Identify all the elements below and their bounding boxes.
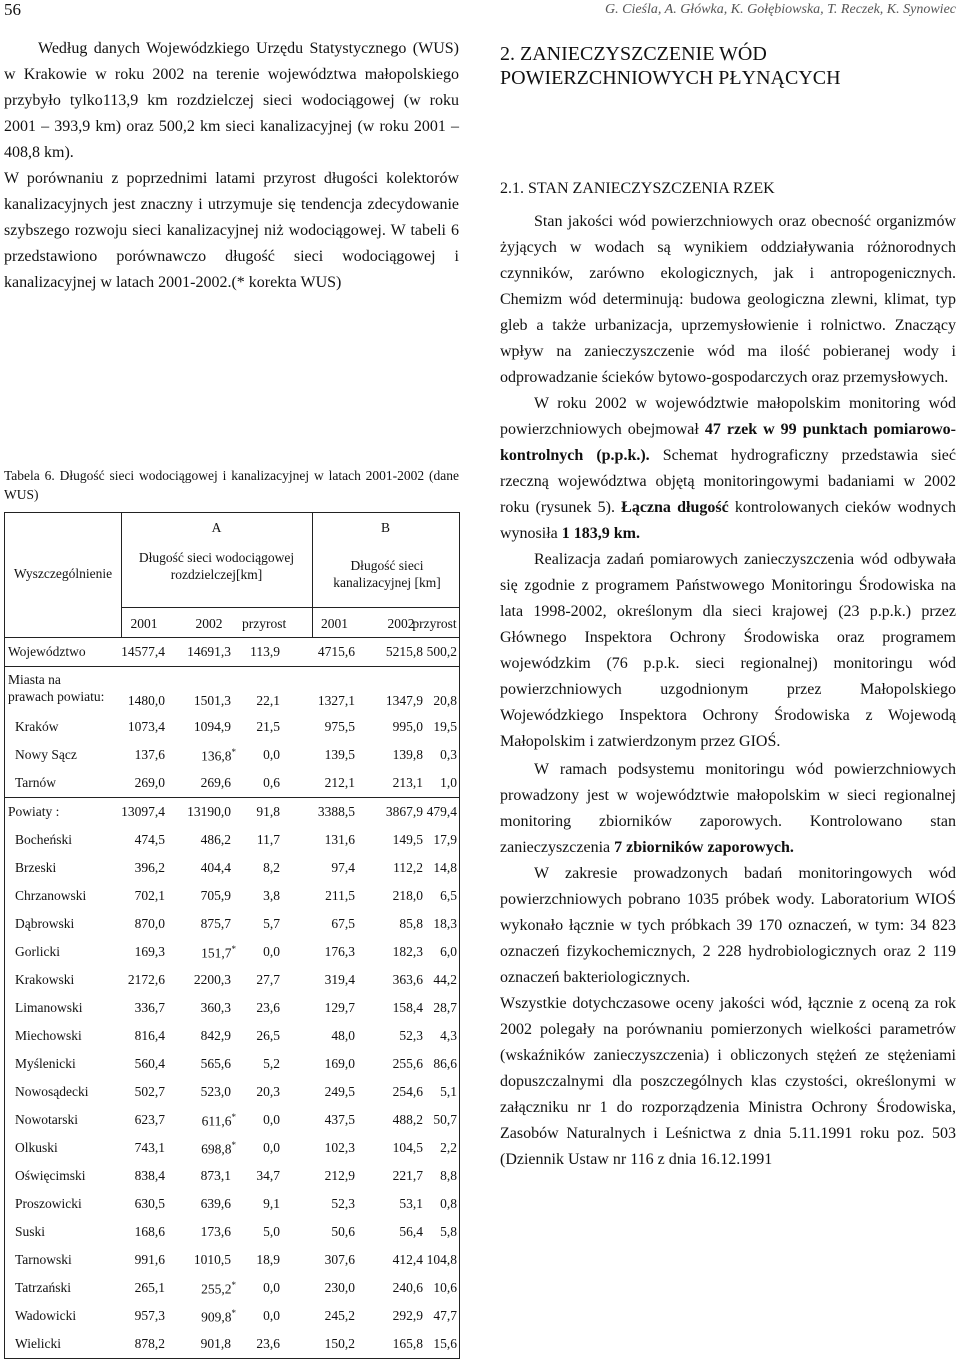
row-label: Bocheński bbox=[15, 832, 72, 847]
correction-mark: * bbox=[231, 1308, 236, 1318]
paragraph-measurement-program: Realizacja zadań pomiarowych zanieczyszczenia wód odbywała się zgodnie z programem Państwowego Monitoringu Środowiska na lata 1998-2002, określonym dla sieci krajowej (23 p.p.k.) przez Głównego Inspektora Ochrony Środowiska oraz programem wojewódzkim (76 p.p.k. sieci regionalnej) monitoringu wód powierzchniowych uzgodnionym przez Małopolskiego Wojewódzkiego Inspektora Ochrony Środowiska z Wojewodą Małopolskim i zatwierdzonym przez GIOŚ. bbox=[500, 551, 956, 750]
cell-value: 560,4 bbox=[134, 1056, 165, 1071]
cell-value: 158,4 bbox=[392, 1000, 423, 1015]
table-row bbox=[5, 1218, 459, 1246]
cell-value: 221,7 bbox=[392, 1168, 423, 1183]
cell-value: 97,4 bbox=[331, 860, 355, 875]
cell-value: 169,0 bbox=[324, 1056, 355, 1071]
cell-value: 3388,5 bbox=[317, 804, 355, 819]
row-label: Wadowicki bbox=[15, 1308, 77, 1323]
cell-value: 901,8 bbox=[200, 1336, 231, 1351]
cell-value: 1073,4 bbox=[127, 719, 165, 734]
cell-value: 52,3 bbox=[399, 1028, 423, 1043]
cell-value: 27,7 bbox=[256, 972, 280, 987]
cell-value: 488,2 bbox=[392, 1112, 423, 1127]
table-row bbox=[5, 1246, 459, 1274]
cell-value: 182,3 bbox=[392, 944, 423, 959]
row-label: Miasta na prawach powiatu: bbox=[8, 672, 105, 704]
group-a-letter: A bbox=[211, 520, 222, 535]
table-body bbox=[5, 638, 459, 1358]
cell-value: 169,3 bbox=[134, 944, 165, 959]
cell-value: 4715,6 bbox=[317, 644, 355, 659]
cell-value: 336,7 bbox=[134, 1000, 165, 1015]
cell-value: 639,6 bbox=[200, 1196, 231, 1211]
cell-value: 2172,6 bbox=[127, 972, 165, 987]
cell-value: 150,2 bbox=[324, 1336, 355, 1351]
cell-value: 18,9 bbox=[256, 1252, 280, 1267]
cell-value: 0,0 bbox=[263, 1140, 280, 1155]
cell-value: 5,8 bbox=[440, 1224, 457, 1239]
row-label: Myślenicki bbox=[15, 1056, 76, 1071]
table-row bbox=[5, 667, 459, 713]
row-label: Gorlicki bbox=[15, 944, 60, 959]
cell-value: 1480,0 bbox=[127, 693, 165, 708]
cell-value: 9,1 bbox=[263, 1196, 280, 1211]
cell-value: 611,6* bbox=[201, 1112, 236, 1129]
row-label: Limanowski bbox=[15, 1000, 83, 1015]
year-column-header: przyrost bbox=[412, 616, 457, 631]
table-row bbox=[5, 938, 459, 966]
cell-value: 255,6 bbox=[392, 1056, 423, 1071]
cell-value: 502,7 bbox=[134, 1084, 165, 1099]
cell-value: 486,2 bbox=[200, 832, 231, 847]
cell-value: 705,9 bbox=[200, 888, 231, 903]
table-row bbox=[5, 882, 459, 910]
cell-value: 816,4 bbox=[134, 1028, 165, 1043]
table-row bbox=[5, 994, 459, 1022]
cell-value: 698,8* bbox=[201, 1140, 236, 1157]
row-header-label: Wyszczególnienie bbox=[13, 566, 113, 581]
cell-value: 0,0 bbox=[263, 944, 280, 959]
cell-value: 218,0 bbox=[392, 888, 423, 903]
cell-value: 360,3 bbox=[200, 1000, 231, 1015]
cell-value: 176,3 bbox=[324, 944, 355, 959]
cell-value: 85,8 bbox=[399, 916, 423, 931]
cell-value: 102,3 bbox=[324, 1140, 355, 1155]
table-group bbox=[5, 667, 459, 798]
cell-value: 245,2 bbox=[324, 1308, 355, 1323]
cell-value: 22,1 bbox=[256, 693, 280, 708]
cell-value: 909,8* bbox=[201, 1308, 236, 1325]
cell-value: 396,2 bbox=[134, 860, 165, 875]
cell-value: 168,6 bbox=[134, 1224, 165, 1239]
group-b-letter: B bbox=[380, 520, 390, 535]
cell-value: 500,2 bbox=[426, 644, 457, 659]
cell-value: 5,1 bbox=[440, 1084, 457, 1099]
cell-value: 104,5 bbox=[392, 1140, 423, 1155]
cell-value: 14,8 bbox=[433, 860, 457, 875]
table-group bbox=[5, 798, 459, 1358]
table-row bbox=[5, 1330, 459, 1358]
cell-value: 211,5 bbox=[325, 888, 355, 903]
cell-value: 4,3 bbox=[440, 1028, 457, 1043]
cell-value: 0,0 bbox=[263, 1112, 280, 1127]
cell-value: 17,9 bbox=[433, 832, 457, 847]
correction-mark: * bbox=[231, 944, 236, 954]
table-row bbox=[5, 798, 459, 826]
year-column-header: 2001 bbox=[130, 616, 158, 631]
cell-value: 991,6 bbox=[134, 1252, 165, 1267]
year-column-header: 2002 bbox=[387, 616, 415, 631]
right-column bbox=[500, 36, 956, 1173]
cell-value: 15,6 bbox=[433, 1336, 457, 1351]
cell-value: 104,8 bbox=[426, 1252, 457, 1267]
page-number: 56 bbox=[4, 0, 21, 19]
cell-value: 23,6 bbox=[256, 1000, 280, 1015]
row-label: Brzeski bbox=[15, 860, 57, 875]
section-title: 2. ZANIECZYSZCZENIE WÓD POWIERZCHNIOWYCH PŁYNĄCYCH bbox=[500, 43, 841, 89]
cell-value: 0,0 bbox=[263, 747, 280, 762]
correction-mark: * bbox=[231, 1280, 236, 1290]
cell-value: 3,8 bbox=[263, 888, 280, 903]
cell-value: 1010,5 bbox=[193, 1252, 231, 1267]
subsection-title: 2.1. STAN ZANIECZYSZCZENIA RZEK bbox=[500, 180, 775, 197]
cell-value: 23,6 bbox=[256, 1336, 280, 1351]
cell-value: 1,0 bbox=[440, 775, 457, 790]
row-label: Powiaty : bbox=[8, 804, 60, 819]
cell-value: 743,1 bbox=[134, 1140, 165, 1155]
cell-value: 8,2 bbox=[263, 860, 280, 875]
cell-value: 47,7 bbox=[433, 1308, 457, 1323]
cell-value: 269,0 bbox=[134, 775, 165, 790]
row-label: Suski bbox=[15, 1224, 46, 1239]
group-b-title: Długość sieci kanalizacyjnej [km] bbox=[333, 558, 441, 590]
cell-value: 2200,3 bbox=[193, 972, 231, 987]
cell-value: 212,1 bbox=[324, 775, 355, 790]
row-label: Kraków bbox=[15, 719, 59, 734]
table-row bbox=[5, 1302, 459, 1330]
cell-value: 873,1 bbox=[200, 1168, 231, 1183]
cell-value: 5,2 bbox=[263, 1056, 280, 1071]
cell-value: 11,7 bbox=[256, 832, 280, 847]
cell-value: 139,5 bbox=[324, 747, 355, 762]
year-column-header: przyrost bbox=[242, 616, 287, 631]
row-label: Chrzanowski bbox=[15, 888, 87, 903]
table-row bbox=[5, 1050, 459, 1078]
cell-value: 249,5 bbox=[324, 1084, 355, 1099]
cell-value: 212,9 bbox=[324, 1168, 355, 1183]
cell-value: 67,5 bbox=[331, 916, 355, 931]
cell-value: 630,5 bbox=[134, 1196, 165, 1211]
table-row bbox=[5, 966, 459, 994]
cell-value: 0,0 bbox=[263, 1308, 280, 1323]
table-row bbox=[5, 854, 459, 882]
cell-value: 20,3 bbox=[256, 1084, 280, 1099]
cell-value: 230,0 bbox=[324, 1280, 355, 1295]
cell-value: 14691,3 bbox=[187, 644, 231, 659]
table-row bbox=[5, 1106, 459, 1134]
paragraph-intro: Według danych Wojewódzkiego Urzędu Statystycznego (WUS) w Krakowie w roku 2002 na terenie województwa małopolskiego przybyło tylko113,9 km rozdzielczej sieci wodociągowej (w roku 2001 – 393,9 km) oraz 500,2 km sieci kanalizacyjnej (w roku 2001 – 408,8 km). bbox=[4, 40, 459, 161]
cell-value: 91,8 bbox=[256, 804, 280, 819]
table-row bbox=[5, 1274, 459, 1302]
cell-value: 623,7 bbox=[134, 1112, 165, 1127]
cell-value: 19,5 bbox=[433, 719, 457, 734]
table-caption: Tabela 6. Długość sieci wodociągowej i kanalizacyjnej w latach 2001-2002 (dane WUS) bbox=[4, 468, 459, 502]
cell-value: 165,8 bbox=[392, 1336, 423, 1351]
cell-value: 975,5 bbox=[324, 719, 355, 734]
cell-value: 437,5 bbox=[324, 1112, 355, 1127]
cell-value: 479,4 bbox=[426, 804, 457, 819]
paragraph-comparison: W porównaniu z poprzednimi latami przyrost długości kolektorów kanalizacyjnych jest znaczny i utrzymuje się tendencja zdecydowanie szybszego rozwoju sieci kanalizacyjnej niż wodociągowej. W tabeli 6 przedstawiono porównawczo długość sieci wodociągowej i kanalizacyjnej w latach 2001-2002.(* korekta WUS) bbox=[4, 170, 459, 291]
cell-value: 1347,9 bbox=[385, 693, 423, 708]
cell-value: 842,9 bbox=[200, 1028, 231, 1043]
row-label: Nowotarski bbox=[15, 1112, 78, 1127]
paragraph-monitoring-scope: W roku 2002 w województwie małopolskim monitoring wód powierzchniowych obejmował 47 rzek w 99 punktach pomiarowo-kontrolnych (p.p.k.). Schemat hydrograficzny przedstawia sieć rzeczną województwa objętą monitoringowymi badaniami w 2002 roku (rysunek 5). Łączna długość kontrolowanych cieków wodnych wynosiła 1 183,9 km. bbox=[500, 395, 957, 542]
table-row bbox=[5, 741, 459, 769]
cell-value: 5215,8 bbox=[385, 644, 423, 659]
row-label: Wielicki bbox=[15, 1336, 61, 1351]
table-row bbox=[5, 1078, 459, 1106]
correction-mark: * bbox=[231, 1140, 236, 1150]
cell-value: 255,2* bbox=[201, 1280, 236, 1297]
cell-value: 48,0 bbox=[331, 1028, 355, 1043]
cell-value: 240,6 bbox=[392, 1280, 423, 1295]
cell-value: 28,7 bbox=[433, 1000, 457, 1015]
table-row bbox=[5, 1162, 459, 1190]
cell-value: 8,8 bbox=[440, 1168, 457, 1183]
cell-value: 53,1 bbox=[399, 1196, 423, 1211]
cell-value: 1094,9 bbox=[193, 719, 231, 734]
paragraph-samples: W zakresie prowadzonych badań monitoringowych wód powierzchniowych pobrano 1035 próbek wody. Laboratorium WIOŚ wykonało łącznie w tych próbkach 39 170 oznaczeń, w tym: 34 823 oznaczeń fizykochemicznych, 2 228 hydrobiologicznych oraz 2 119 oznaczeń bakteriologicznych. bbox=[500, 865, 956, 986]
table-row bbox=[5, 910, 459, 938]
table-group bbox=[5, 638, 459, 667]
cell-value: 702,1 bbox=[134, 888, 165, 903]
cell-value: 0,8 bbox=[440, 1196, 457, 1211]
cell-value: 0,0 bbox=[263, 1280, 280, 1295]
cell-value: 875,7 bbox=[200, 916, 231, 931]
cell-value: 412,4 bbox=[392, 1252, 423, 1267]
cell-value: 113,9 bbox=[250, 644, 280, 659]
cell-value: 0,3 bbox=[440, 747, 457, 762]
cell-value: 213,1 bbox=[392, 775, 423, 790]
cell-value: 3867,9 bbox=[385, 804, 423, 819]
left-column bbox=[4, 36, 459, 296]
table-row bbox=[5, 769, 459, 797]
group-a-title: Długość sieci wodociągowej rozdzielczej[km] bbox=[138, 550, 295, 582]
cell-value: 878,2 bbox=[134, 1336, 165, 1351]
correction-mark: * bbox=[231, 747, 236, 757]
cell-value: 14577,4 bbox=[121, 644, 165, 659]
row-label: Dąbrowski bbox=[15, 916, 75, 931]
table-row bbox=[5, 1022, 459, 1050]
row-label: Krakowski bbox=[15, 972, 75, 987]
paragraph-reservoirs: W ramach podsystemu monitoringu wód powierzchniowych prowadzony jest w województwie małopolskim w sieci regionalnej monitoring zbiorników zaporowych. Kontrolowano stan zanieczyszczenia 7 zbiorników zaporowych. bbox=[500, 761, 956, 856]
row-label: Olkuski bbox=[15, 1140, 58, 1155]
cell-value: 2,2 bbox=[440, 1140, 457, 1155]
row-label: Nowosądecki bbox=[15, 1084, 89, 1099]
table-row bbox=[5, 826, 459, 854]
data-table bbox=[4, 512, 460, 1359]
cell-value: 13190,0 bbox=[187, 804, 231, 819]
cell-value: 44,2 bbox=[433, 972, 457, 987]
cell-value: 52,3 bbox=[331, 1196, 355, 1211]
cell-value: 838,4 bbox=[134, 1168, 165, 1183]
cell-value: 292,9 bbox=[392, 1308, 423, 1323]
year-column-header: 2001 bbox=[321, 616, 348, 631]
cell-value: 265,1 bbox=[134, 1280, 165, 1295]
cell-value: 26,5 bbox=[256, 1028, 280, 1043]
cell-value: 6,5 bbox=[440, 888, 457, 903]
cell-value: 6,0 bbox=[440, 944, 457, 959]
cell-value: 50,6 bbox=[331, 1224, 355, 1239]
paragraph-assessment: Wszystkie dotychczasowe oceny jakości wód, łącznie z oceną za rok 2002 polegały na porównaniu pomierzonych wielkości parametrów (wskaźników zanieczyszczenia) i obliczonych stężeń ze stężeniami dopuszczalnymi dla poszczególnych klas czystości, określonymi w załączniku nr 1 do rozporządzenia Ministra Ochrony Środowiska, Zasobów Naturalnych i Leśnictwa z dnia 5.11.1991 roku poz. 503 (Dziennik Ustaw nr 116 z dnia 16.12.1991 bbox=[500, 995, 956, 1168]
row-label: Tarnów bbox=[15, 775, 57, 790]
cell-value: 363,6 bbox=[392, 972, 423, 987]
row-label: Proszowicki bbox=[15, 1196, 82, 1211]
cell-value: 523,0 bbox=[200, 1084, 231, 1099]
cell-value: 139,8 bbox=[392, 747, 423, 762]
year-column-header: 2002 bbox=[195, 616, 223, 631]
cell-value: 269,6 bbox=[200, 775, 231, 790]
table-row bbox=[5, 638, 459, 666]
row-label: Miechowski bbox=[15, 1028, 82, 1043]
row-label: Tatrzański bbox=[15, 1280, 72, 1295]
cell-value: 86,6 bbox=[433, 1056, 457, 1071]
cell-value: 131,6 bbox=[324, 832, 355, 847]
cell-value: 565,6 bbox=[200, 1056, 231, 1071]
cell-value: 149,5 bbox=[392, 832, 423, 847]
cell-value: 34,7 bbox=[256, 1168, 280, 1183]
table-row bbox=[5, 1134, 459, 1162]
cell-value: 1501,3 bbox=[193, 693, 231, 708]
cell-value: 307,6 bbox=[324, 1252, 355, 1267]
cell-value: 957,3 bbox=[134, 1308, 165, 1323]
cell-value: 870,0 bbox=[134, 916, 165, 931]
table-header bbox=[5, 513, 459, 638]
paragraph-water-quality: Stan jakości wód powierzchniowych oraz obecność organizmów żyjących w wodach są wynikiem oddziaływania różnorodnych czynników, zarówno ekologicznych, jak i antropogenicznych. Chemizm wód determinują: budowa geologiczna zlewni, klimat, typ gleb a także urbanizacja, uprzemysłowienie i rolnictwo. Znaczący wpływ na zanieczyszczenie wód ma ilość pobieranej wody i odprowadzanie ścieków bytowo-gospodarczych oraz przemysłowych. bbox=[500, 213, 956, 386]
cell-value: 21,5 bbox=[256, 719, 280, 734]
cell-value: 5,0 bbox=[263, 1224, 280, 1239]
running-header-authors: G. Cieśla, A. Główka, K. Gołębiowska, T. Reczek, K. Synowiec bbox=[605, 2, 956, 17]
table-row bbox=[5, 1190, 459, 1218]
row-label: Nowy Sącz bbox=[15, 747, 77, 762]
cell-value: 50,7 bbox=[433, 1112, 457, 1127]
row-label: Województwo bbox=[8, 644, 86, 659]
cell-value: 136,8* bbox=[201, 747, 236, 764]
cell-value: 254,6 bbox=[392, 1084, 423, 1099]
cell-value: 151,7* bbox=[201, 944, 236, 961]
cell-value: 1327,1 bbox=[317, 693, 355, 708]
cell-value: 474,5 bbox=[134, 832, 165, 847]
correction-mark: * bbox=[231, 1112, 236, 1122]
cell-value: 404,4 bbox=[200, 860, 231, 875]
cell-value: 137,6 bbox=[134, 747, 165, 762]
cell-value: 18,3 bbox=[433, 916, 457, 931]
cell-value: 319,4 bbox=[324, 972, 355, 987]
row-label: Oświęcimski bbox=[15, 1168, 86, 1183]
row-label: Tarnowski bbox=[15, 1252, 72, 1267]
cell-value: 129,7 bbox=[324, 1000, 355, 1015]
cell-value: 173,6 bbox=[200, 1224, 231, 1239]
table-row bbox=[5, 713, 459, 741]
cell-value: 20,8 bbox=[433, 693, 457, 708]
cell-value: 10,6 bbox=[433, 1280, 457, 1295]
cell-value: 112,2 bbox=[393, 860, 423, 875]
cell-value: 995,0 bbox=[392, 719, 423, 734]
cell-value: 0,6 bbox=[263, 775, 280, 790]
cell-value: 56,4 bbox=[399, 1224, 423, 1239]
cell-value: 13097,4 bbox=[121, 804, 165, 819]
cell-value: 5,7 bbox=[263, 916, 280, 931]
